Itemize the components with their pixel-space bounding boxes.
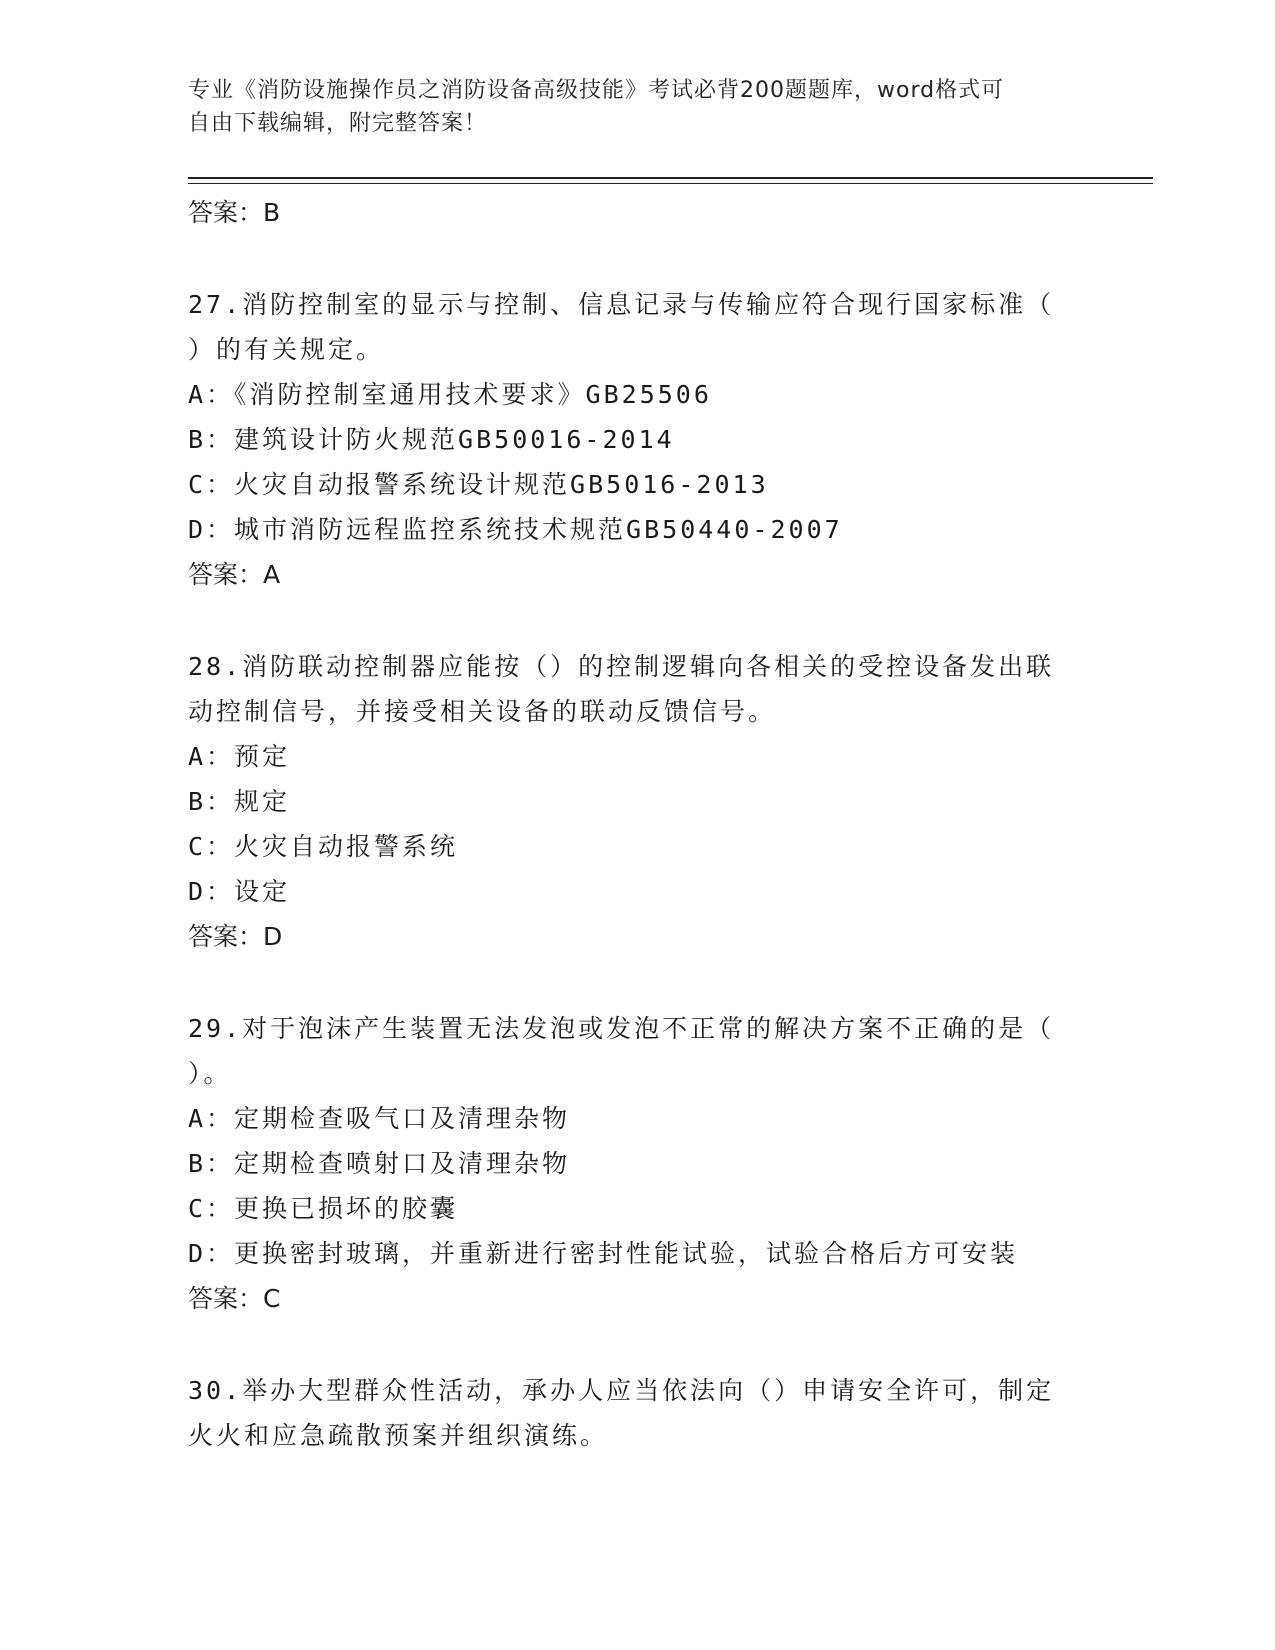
option-b: B：建筑设计防火规范GB50016-2014 [188,425,675,454]
question-29 [188,1006,1088,1321]
option-d: D：更换密封玻璃，并重新进行密封性能试验，试验合格后方可安装 [188,1239,1019,1268]
answer: 答案：A [188,560,281,589]
question-list [188,190,1088,1458]
option-b: B：定期检查喷射口及清理杂物 [188,1149,571,1178]
answer-previous: 答案：B [188,198,281,227]
question-text-line: ）的有关规定。 [188,335,385,364]
option-d: D：设定 [188,877,291,906]
question-30 [188,1368,1088,1458]
question-text-line: 27.消防控制室的显示与控制、信息记录与传输应符合现行国家标准（ [188,290,1055,319]
answer: 答案：C [188,1284,281,1313]
option-a: A：定期检查吸气口及清理杂物 [188,1104,571,1133]
answer: 答案：D [188,922,283,951]
option-c: C：更换已损坏的胶囊 [188,1194,459,1223]
spacer [188,959,1088,1006]
option-c: C：火灾自动报警系统设计规范GB5016-2013 [188,470,769,499]
option-d: D：城市消防远程监控系统技术规范GB50440-2007 [188,515,843,544]
question-text-line: 29.对于泡沫产生装置无法发泡或发泡不正常的解决方案不正确的是（ [188,1014,1055,1043]
spacer [188,1321,1088,1368]
header-line-1: 专业《消防设施操作员之消防设备高级技能》考试必背200题题库，word格式可 [188,78,1005,103]
option-b: B：规定 [188,787,291,816]
spacer [188,235,1088,282]
question-28 [188,644,1088,959]
option-c: C：火灾自动报警系统 [188,832,459,861]
question-text-line: 30.举办大型群众性活动，承办人应当依法向（）申请安全许可，制定 [188,1376,1055,1405]
question-text-line: 28.消防联动控制器应能按（）的控制逻辑向各相关的受控设备发出联 [188,652,1055,681]
question-text-line: 动控制信号，并接受相关设备的联动反馈信号。 [188,697,777,726]
question-text-line: 火火和应急疏散预案并组织演练。 [188,1421,609,1450]
header-divider-thin [188,183,1153,184]
question-text-line: ）。 [188,1059,232,1088]
option-a: A：《消防控制室通用技术要求》GB25506 [188,380,712,409]
header-line-2: 自由下载编辑，附完整答案！ [188,111,488,136]
document-header [188,74,1068,140]
option-a: A：预定 [188,742,291,771]
spacer [188,597,1088,644]
header-divider-thick [188,177,1153,179]
question-27 [188,282,1088,597]
